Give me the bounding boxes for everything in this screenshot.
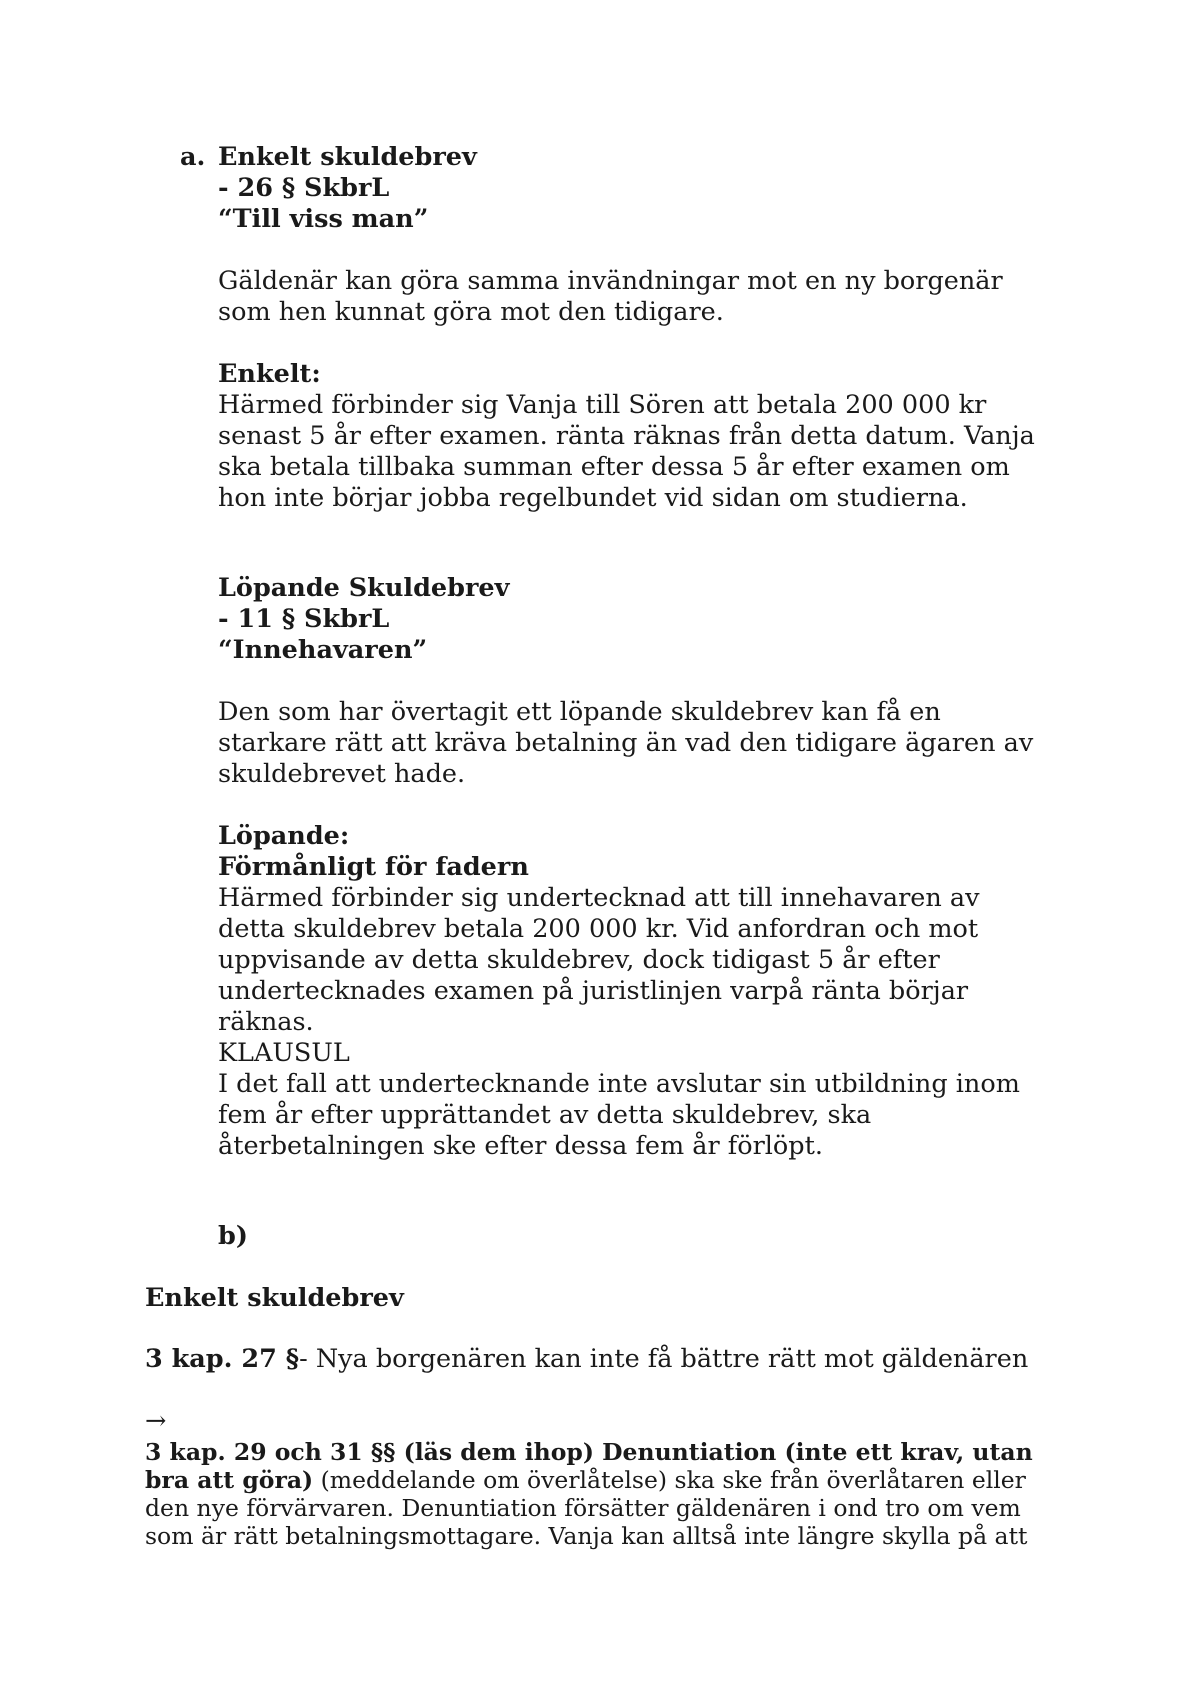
- section-a-example-line: senast 5 år efter examen. ränta räknas från detta datum. Vanja: [218, 421, 1035, 451]
- section-b-denuntiation-bold: bra att göra): [145, 1466, 314, 1494]
- section-lopande-example-line: detta skuldebrev betala 200 000 kr. Vid anfordran och mot: [218, 914, 979, 944]
- section-a-quote: “Till viss man”: [218, 204, 429, 234]
- list-marker-b: b): [218, 1221, 248, 1251]
- section-b-heading: Enkelt skuldebrev: [145, 1283, 404, 1313]
- section-lopande-title: Löpande Skuldebrev: [218, 573, 510, 603]
- section-lopande-example-line: räknas.: [218, 1007, 314, 1037]
- section-a-ref: - 26 § SkbrL: [218, 173, 390, 203]
- section-a-example-heading: Enkelt:: [218, 359, 321, 389]
- section-lopande-example-line: undertecknades examen på juristlinjen varpå ränta börjar: [218, 976, 969, 1006]
- section-b-denuntiation-line: 3 kap. 29 och 31 §§ (läs dem ihop) Denuntiation (inte ett krav, utan: [145, 1438, 1033, 1466]
- section-a-example-line: Härmed förbinder sig Vanja till Sören att betala 200 000 kr: [218, 390, 987, 420]
- section-lopande-clause-line: återbetalningen ske efter dessa fem år förlöpt.: [218, 1131, 823, 1161]
- arrow-icon: →: [145, 1406, 167, 1436]
- section-lopande-clause-label: KLAUSUL: [218, 1038, 350, 1068]
- section-lopande-desc-line: Den som har övertagit ett löpande skuldebrev kan få en: [218, 697, 941, 727]
- section-a-desc-line: Gäldenär kan göra samma invändningar mot en ny borgenär: [218, 266, 1003, 296]
- section-lopande-desc-line: skuldebrevet hade.: [218, 759, 466, 789]
- section-lopande-example-subheading: Förmånligt för fadern: [218, 852, 529, 882]
- section-lopande: [218, 573, 1033, 1162]
- section-lopande-example-heading: Löpande:: [218, 821, 350, 851]
- section-b-rule-ref: 3 kap. 27 §: [145, 1344, 300, 1374]
- section-b-rule-text: - Nya borgenären kan inte få bättre rätt mot gäldenären: [299, 1344, 1029, 1374]
- section-lopande-clause-line: fem år efter upprättandet av detta skuldebrev, ska: [218, 1100, 872, 1130]
- section-b-denuntiation-text: (meddelande om överlåtelse) ska ske från överlåtaren eller: [313, 1466, 1026, 1494]
- section-b-denuntiation-line: som är rätt betalningsmottagare. Vanja kan alltså inte längre skylla på att: [145, 1522, 1028, 1550]
- list-marker-a: a.: [180, 142, 206, 172]
- section-a-desc-line: som hen kunnat göra mot den tidigare.: [218, 297, 724, 327]
- section-b-denuntiation: [145, 1438, 1033, 1550]
- section-a-title: Enkelt skuldebrev: [218, 142, 477, 172]
- section-lopande-ref: - 11 § SkbrL: [218, 604, 390, 634]
- section-lopande-example-line: Härmed förbinder sig undertecknad att till innehavaren av: [218, 883, 980, 913]
- section-a-example-line: hon inte börjar jobba regelbundet vid sidan om studierna.: [218, 483, 968, 513]
- section-b-denuntiation-line: den nye förvärvaren. Denuntiation försätter gäldenären i ond tro om vem: [145, 1494, 1021, 1522]
- section-lopande-clause-line: I det fall att undertecknande inte avslutar sin utbildning inom: [218, 1069, 1020, 1099]
- section-b-denuntiation-line: [145, 1466, 1033, 1494]
- section-lopande-example-line: uppvisande av detta skuldebrev, dock tidigast 5 år efter: [218, 945, 940, 975]
- section-a: [218, 142, 1035, 514]
- section-lopande-desc-line: starkare rätt att kräva betalning än vad den tidigare ägaren av: [218, 728, 1034, 758]
- section-b-rule: [145, 1344, 1028, 1375]
- section-lopande-quote: “Innehavaren”: [218, 635, 428, 665]
- section-a-example-line: ska betala tillbaka summan efter dessa 5 år efter examen om: [218, 452, 1010, 482]
